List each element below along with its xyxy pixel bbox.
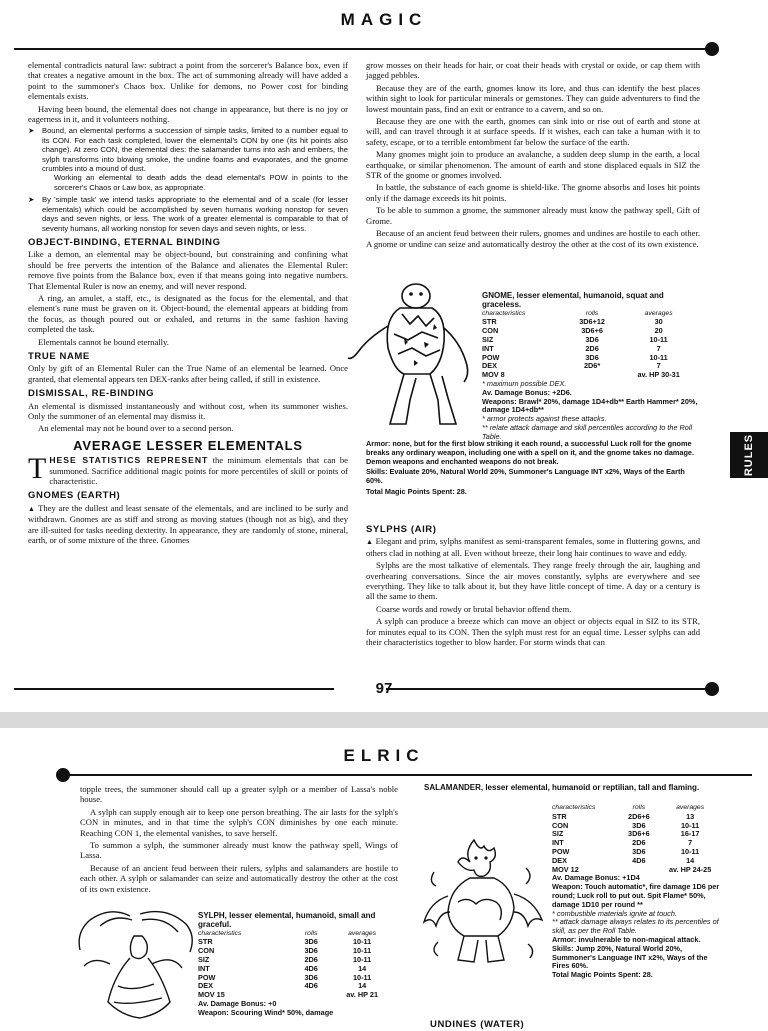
gnome-illustration <box>344 278 484 430</box>
stat-note: * combustible materials ignite at touch. <box>552 908 677 918</box>
paragraph: Because of an ancient feud between their rulers, gnomes and undines are hostile to each other. A gnome or undine can seize and automatically destroy the other at the cost of its own existence. <box>366 228 700 249</box>
paragraph: A sylph can produce a breeze which can move an object or objects equal in SIZ to its STR, for minutes equal to its CON. Then the sylph must rest for an equal time. Lesser sylphs can add their characteristics together to blow harder. For storm winds that can <box>366 616 700 648</box>
table-row: SIZ 3D6+6 16-17 <box>552 829 700 839</box>
header-rule <box>62 774 752 776</box>
table-row: STR 2D6+6 13 <box>552 811 695 821</box>
page-98 <box>0 728 768 1030</box>
triangle-icon: ▲ <box>366 538 374 547</box>
salamander-stat-details <box>552 804 724 980</box>
stat-note: ** attack damage always relates to its percentiles of skill, as per the Roll Table. <box>552 917 719 936</box>
table-header-row: characteristics rolls averages <box>198 929 377 937</box>
stat-total: Total Magic Points Spent: 28. <box>552 970 653 980</box>
rules-side-tab: RULES <box>730 432 768 478</box>
bullet-continuation: Working an elemental to death adds the dead elemental's POW in points to the sorcerer's Chaos or Law box, as appropriate. <box>54 173 348 192</box>
paragraph: Many gnomes might join to produce an avalanche, a sudden deep slump in the earth, a local earthquake, or similar phenomenon. The amount of earth and stone displaced equals in SIZ the STR of the gnome or gnomes involved. <box>366 149 700 181</box>
table-row: SIZ 2D6 10-11 <box>198 954 372 964</box>
paragraph: Coarse words and rowdy or brutal behavior offend them. <box>376 603 572 614</box>
stat-damage: Av. Damage Bonus: +2D6. <box>482 387 572 397</box>
page-gap <box>0 712 768 728</box>
table-row: DEX 4D6 14 <box>552 855 695 865</box>
paragraph: Elementals cannot be bound eternally. <box>38 336 169 347</box>
sylph-stat-block <box>198 912 398 1018</box>
salamander-illustration <box>414 832 550 968</box>
stat-title: SYLPH, lesser elemental, humanoid, small and graceful. <box>198 911 376 929</box>
header-rule <box>14 48 712 50</box>
table-row: POW 3D6 10-11 <box>552 846 700 856</box>
stat-title: GNOME, lesser elemental, humanoid, squat and graceless. <box>482 291 664 309</box>
table-row: INT 2D6 7 <box>482 343 661 353</box>
triangle-icon: ▲ <box>28 504 36 513</box>
stat-note: * armor protects against these attacks. <box>482 414 607 424</box>
stat-armor: Armor: none, but for the first blow striking it each round, a successful Luck roll for the gnome breaks any ordinary weapon, including one with a spell on it, and the gnome takes no damage. Demon weapons and enchanted weapons do not break. <box>366 439 695 466</box>
stat-damage: Av. Damage Bonus: +0 <box>198 998 277 1008</box>
table-row: CON 3D6 10-11 <box>198 946 372 956</box>
paragraph: An elemental is dismissed instantaneously and without cost, when its summoner wishes. Only the summoner of an elemental may dismiss it. <box>28 400 348 421</box>
paragraph: ▲ They are the dullest and least sensate of the elementals, and are inclined to be surly and withdrawn. Gnomes are as stiff and strong as moving statues (though not as big), and they are ill-suited for tasks needing dexterity. In appearance, they are randomly of stone, mineral, earth, or of some mixture of the three. Gnomes <box>28 502 349 546</box>
running-head-elric: ELRIC <box>343 746 425 765</box>
table-row: DEX 2D6* 7 <box>482 361 661 371</box>
paragraph: topple trees, the summoner should call up a greater sylph or a member of Lassa's noble house. <box>80 784 398 805</box>
bullet-arrow-icon: ➤ <box>28 195 35 205</box>
table-row: DEX 4D6 14 <box>198 981 367 991</box>
salamander-stat-block <box>424 784 724 793</box>
heading-dismissal: DISMISSAL, RE-BINDING <box>28 388 155 400</box>
sylph-stat-table <box>198 930 398 1000</box>
heading-average-lesser-elementals: AVERAGE LESSER ELEMENTALS <box>73 437 303 453</box>
gnome-stat-block <box>482 292 700 442</box>
stat-title: SALAMANDER, lesser elemental, humanoid or reptilian, tall and flaming. <box>424 783 700 792</box>
stat-total: Total Magic Points Spent: 28. <box>366 486 467 496</box>
table-row: MOV 15 av. HP 21 <box>198 990 379 1000</box>
paragraph: grow mosses on their heads for hair, or coat their heads with crystal or oxide, or cap them with jagged pebbles. <box>366 60 700 81</box>
paragraph: elemental contradicts natural law: subtract a point from the sorcerer's Balance box, even if that creates a negative amount in the box. The act of summoning already will have added a point to the summoner's Chaos box. Unlike for demons, no Power cost for binding elementals exists. <box>28 60 348 102</box>
right-column-lower <box>366 520 700 649</box>
stat-weapons: Weapon: Touch automatic*, fire damage 1D6 per round; Luck roll to put out. Spit Flame* 50%, damage 1D10 per round ** <box>552 882 720 909</box>
heading-sylphs: SYLPHS (AIR) <box>366 524 437 535</box>
paragraph: ▲ Elegant and prim, sylphs manifest as semi-transparent females, some in fluttering gowns, and others clad in nothing at all. Even without breeze, their long hair continues to wave and eddy. <box>366 536 700 558</box>
page-number: 97 <box>375 680 393 697</box>
paragraph: Having been bound, the elemental does not change in appearance, but there is no joy or eagerness in it, and it volunteers nothing. <box>28 103 348 125</box>
paragraph: A ring, an amulet, a staff, etc., is designated as the focus for the elemental, and that element's rune must be graven on it. Object-bound, the elemental appears at bidding from the focus, as though poured out or exhaled, and returns in the same fashion having completed the task. <box>28 292 348 335</box>
paragraph: Because they are one with the earth, gnomes can sink into or rise out of earth and stone at will, and can travel through it at surface speeds. If it wishes, each can take a human with it to safety, escape, or to a terrible entombment far below the surface of the earth. <box>366 116 700 147</box>
paragraph: To be able to summon a gnome, the summoner already must know the pathway spell, Gift of Grome. <box>366 205 700 226</box>
paragraph: To summon a sylph, the summoner already must know the pathway spell, Wings of Lassa. <box>80 840 398 861</box>
paragraph: Like a demon, an elemental may be object-bound, but constraining and confining what should be free perverts the intention of the Balance and alienates the Elemental Ruler: remove five points from the Balance box, even if that means going into negative numbers. That Elemental Ruler is now an enemy, and will never respond. <box>28 249 348 291</box>
stat-damage: Av. Damage Bonus: +1D4 <box>552 873 640 883</box>
stat-armor: Armor: invulnerable to non-magical attack. <box>552 934 701 944</box>
table-header-row: characteristics rolls averages <box>552 804 705 811</box>
intro-paragraph: THESE STATISTICS REPRESENT the minimum elementals that can be summoned. Sacrifice additional magic points for more percentiles of skill or points of characteristic. <box>28 452 348 487</box>
heading-true-name: TRUE NAME <box>28 350 90 362</box>
table-row: POW 3D6 10-11 <box>198 972 372 982</box>
table-row: INT 2D6 7 <box>552 838 693 848</box>
table-header-row: characteristics rolls averages <box>482 309 673 317</box>
table-row: CON 3D6 10-11 <box>552 820 700 830</box>
heading-undines: UNDINES (WATER) <box>430 1019 525 1030</box>
right-column <box>430 1020 720 1031</box>
salamander-stat-table <box>552 804 724 874</box>
heading-object-binding: OBJECT-BINDING, ETERNAL BINDING <box>28 236 221 248</box>
left-column <box>80 784 398 896</box>
stat-weapons: Weapon: Scouring Wind* 50%, damage <box>198 1007 334 1017</box>
bullet-item: ➤ By 'simple task' we intend tasks appropriate to the elemental and of a scale (for lesser elementals) which could be accomplished by seven humans working nonstop for seven days and seven nights, or less. The work of a greater elemental is comparable to that of seventy humans, all working nonstop for seven days and seven nights, or less. <box>28 195 348 233</box>
sylph-illustration <box>70 906 198 1024</box>
paragraph: In battle, the substance of each gnome is shield-like. The gnome absorbs and loses hit points only if the damage exceeds its hit points. <box>366 182 700 203</box>
stat-skills: Skills: Evaluate 20%, Natural World 20%, Summoner's Language INT x2%, Ways of the Earth 60%. <box>366 467 685 486</box>
table-row: MOV 12 av. HP 24-25 <box>552 864 712 874</box>
right-column <box>366 60 700 251</box>
header-rule-dot <box>56 768 70 782</box>
table-row: POW 3D6 10-11 <box>482 352 668 362</box>
gnome-stat-table <box>482 310 700 380</box>
paragraph: Because of an ancient feud between their rulers, sylphs and salamanders are hostile to each other. A sylph or salamander can seize and automatically destroy the other at the cost of its own existence. <box>80 862 398 894</box>
table-row: CON 3D6+6 20 <box>482 326 663 336</box>
table-row: STR 3D6 10-11 <box>198 937 372 947</box>
table-row: MOV 8 av. HP 30-31 <box>482 370 680 380</box>
bullet-item: ➤ Bound, an elemental performs a succession of simple tasks, limited to a number equal to its CON. For each task completed, lower the elemental's CON by one (its hit points also change). At zero CON, the elemental dies: the salamander turns into ash and embers, the sylph transforms into blowing smoke, the undine foams and evaporates, and the gnome crumbles into a mound of dust. <box>28 126 348 174</box>
lead-in: HESE STATISTICS REPRESENT <box>49 455 209 466</box>
paragraph: Sylphs are the most talkative of elementals. They range freely through the air, laughing and overhearing conversations. Since the air moves constantly, sylphs are everywhere and see everything. They like to talk about it, but they have little concept of time. A day or a century is all the same to them. <box>366 560 700 602</box>
drop-cap: T <box>28 452 47 486</box>
bullet-arrow-icon: ➤ <box>28 126 35 136</box>
left-column <box>28 60 348 547</box>
stat-note: ** relate attack damage and skill percentiles according to the Roll Table. <box>482 422 693 441</box>
heading-gnomes: GNOMES (EARTH) <box>28 490 121 502</box>
stat-weapons: Weapons: Brawl* 20%, damage 1D4+db** Earth Hammer* 20%, damage 1D4+db** <box>482 396 698 415</box>
running-head-magic: MAGIC <box>340 10 428 29</box>
header-rule-dot <box>705 42 719 56</box>
table-row: INT 4D6 14 <box>198 963 367 973</box>
table-row: SIZ 3D6 10-11 <box>482 334 668 344</box>
stat-note: * maximum possible DEX. <box>482 378 567 388</box>
table-row: STR 3D6+12 30 <box>482 317 663 327</box>
paragraph: A sylph can supply enough air to keep one person breathing. The air lasts for the sylph's CON in minutes, and in that time the sylph's CON diminishes by one each minute. Reaching CON 1, the elemental vanishes, to save herself. <box>80 806 398 838</box>
gnome-stat-continued <box>366 440 700 497</box>
paragraph: Because they are of the earth, gnomes know its lore, and thus can identify the best places within sight to look for particular minerals or gemstones. They can guide adventurers to find the lowest mountain pass, find an exit or entrance to a cavern, and so on. <box>366 82 700 114</box>
paragraph: An elemental may not be bound over to a second person. <box>38 423 234 434</box>
stat-skills: Skills: Jump 20%, Natural World 20%, Summoner's Language INT x2%, Ways of the Fires 60%. <box>552 943 708 971</box>
paragraph: Only by gift of an Elemental Ruler can the True Name of an elemental be learned. Once granted, that elemental appears ten DEX-ranks after being called, if still in existence. <box>28 363 348 384</box>
